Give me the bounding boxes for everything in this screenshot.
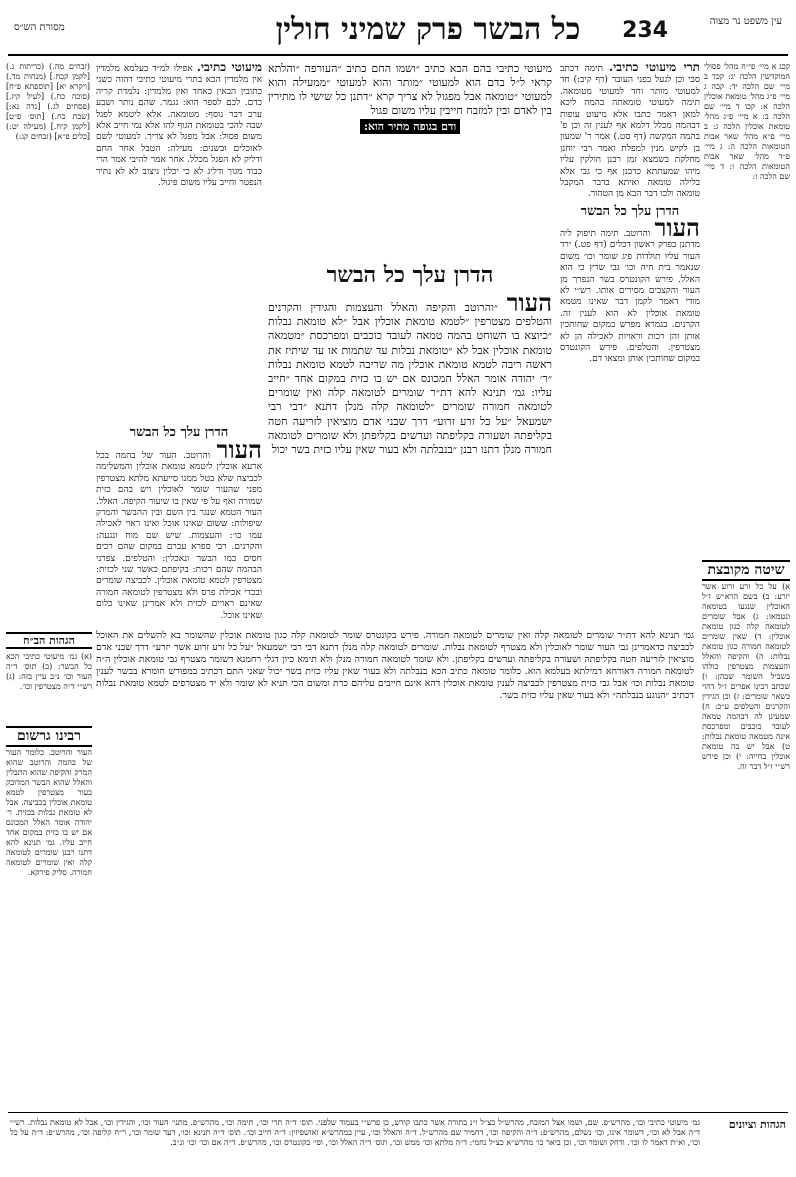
gemara-top-text: מיעוטי כתיבי בהם הכא כתיב ״ושמו החם כתיב ״העורפה ״והלתא קראי ל״ל בדם הוא למעוטי ״מותר והוא למעוטי ״ממעילה והוא למעוטי ״טומאה אבל מפגול לא צריך קרא ״דתנן כל שישי לו מתירין בין לאדם ובין למזבח חייבין עליו משום פגול xyxy=(268,62,552,117)
mishnah-lead: העור xyxy=(506,296,552,317)
mesorat-margin xyxy=(6,62,90,622)
rabbeinu-text: העור והרוטב. כלומר העור של בהמה והרוטב שהוא המרק והקיפה שהוא התבלין והאלל שהוא הבשר המדובק בעור מצטרפין לטמא טומאת אוכלין בכביצה. אבל לא טומאת נבלות בכזית. ר׳ יהודה אומר האלל המכונס אם יש בו כזית במקום אחד חייב עליו. גמ׳ תנינא להא דתנו רבנן שומרים לטומאה קלה ואין שומרים לטומאה חמורה. סליק פירקא. xyxy=(6,748,92,877)
page-number: 234 xyxy=(622,18,668,43)
shita-title: שיטה מקובצת xyxy=(702,560,790,581)
rabbeinu-title: רבינו גרשום xyxy=(6,726,92,747)
hadran-tosafot: הדרן עלך כל הבשר xyxy=(580,204,680,219)
rashi-top-column xyxy=(96,62,262,422)
page-title: כל הבשר פרק שמיני חולין xyxy=(275,12,581,47)
tosafot-main-text: והרוטב. תימה תיפוק ליה מדתנן בפרק ראשון דכלים (דף פט.) ירד העור עליו תולדות פיג שומר וכו׳ משום שנאמר בית חיה וכו׳ גבי שרץ כי הוא האלל. פירש הקונטרס בשר הנפרך מן העור והקצבים מסירים אותו. רש״י לא מודי דאמר לקמן דבר שאינו מטמא טומאת אוכלין לא הוא לענין זה. הקרנים. בגמרא מפרש במקום שחותכין אותן והן רכות וראויות לאכילה הן לא מצטרפין. והטלפים. פירש הקונטרס במקום שחותכין אותן ומצאו דם. xyxy=(560,229,700,365)
footer-notes xyxy=(10,1118,700,1172)
gemara-main-text: גמ׳ תנינא להא דת״ר שומרים לטומאה קלה ואין שומרים לטומאה חמורה. פירש בקונטרס שומר לטומאה קלה כגון טומאת אוכלין שהשומר בא להשלים את האוכל לכביצה כדאמרינן גבי העור שומר לאוכלין ולא מצטרף לטומאת נבלות. שומרים לטומאה קלה מנלן דתנא דבי רבי ישמעאל ״על כל זרע זרוע אשר יזרע״ דרך שבני אדם מוציאין לזריעה חטה בקליפתה ושעורה בקליפתה ועדשים בקליפתן. ולא שומר לטומאה חמורה מנלן ולא תימא כיון דגלי רחמנא דשומר מצטרף גבי טומאת אוכלין ה״ה לטומאה חמורה דאורחא דמילתא בעלמא הוא. כלומר טומאה כתיב הכא בנבלתה ולא בעור שאין עליו כזית בשר יכול שאני התם דכתיב במפורש חומרא בבשר לענין טומאת נבלות וכו׳ אבל גבי כזית מצטרפין לכביצה לענין טומאת אוכלין דהא אינם חייבים עליהם כרת ומשום הכי תניא לא שומר ולא יד מצטרפים לטמא טומאת נבלות דכתיב ״הנוגע בנבלתה״ ולא בעור שאין עליו כזית בשר. xyxy=(96,630,694,701)
mesorat-heading: מסורת הש״ס xyxy=(14,22,65,33)
gemara-top-column xyxy=(268,62,552,252)
rashi-main-lead: העור xyxy=(216,444,262,464)
hagahot-text: (א) גמ׳ מיעוטי כתיבי הכא כל הבשר: (ב) תוס׳ ד״ה העור וכו׳ נ״ב עיין בזה: (ג) רש״י ד״ה מצטרפין וכו׳. xyxy=(6,652,92,691)
ein-mishpat-margin xyxy=(704,62,790,502)
mesorat-text: (זבחים מה.) (כריתות ג.) [לקמן קכח.] (מנחות מד.) [ויקרא יא] [תוספתא פ״ח] (סוכה כח.) [לעיל קיז.] (פסחים לג.) [נדה נא:] (שבת כח.) [תוס׳ פ״ט] [לקמן קיח.] (מעילה יט:) [כלים פ״א] (זבחים קג:) xyxy=(6,62,90,141)
rashi-main-column xyxy=(96,444,262,622)
tosafot-main-lead: העור xyxy=(654,222,700,242)
hadran-main: הדרן עלך כל הבשר xyxy=(326,262,494,288)
header-rule xyxy=(8,54,788,56)
tosafot-top-lead: תרי מיעוטי כתיבי. xyxy=(608,62,700,74)
tosafot-top-text: תימה דכתב סבי וכן לגעל בפני העובר (דף קיב:) חד למעוטי מותר וחד למעוטי מטומאה. תימה למעוטי טומאתה בהמה ליכא למאן דאמר כתבו אלא מיעוט עופות דבהמה מכלל דלמא אף לענין זה וכן פ' בהמה המקשה (דף סט.) אמר ר' שמעון בן לקיש מנין למפלת ואמר רבי יוחנן מחלקת בשמצא זמן רבנן חולקין עליו מיהו שמעתתא כרבנן אף כי גבי אלא בלילה טומאה ואיתא בדבר המקבל טומאה ולכו דבר הבא מן הטהור. xyxy=(560,64,700,200)
hagahot-title: הגהות הב״ח xyxy=(6,632,92,649)
mishnah-column xyxy=(268,296,552,616)
mishnah-text: ״והרוטב והקיפה והאלל והעצמות והגידין והקרנים והטלפים מצטרפין ״לטמא טומאת אוכלין אבל ״לא טומאת נבלות ״כיוצא בו השוחט בהמה טמאה לעובד כוכבים ומפרכסת ״מטמאה טומאת אוכלין אבל לא ״טומאת נבלות עד שתמות או עד שיתיז את ראשה ריבה לטמא טומאת אוכלין מה שריבה לטמא טומאת נבלות ״ר׳ יהודה אומר האלל המכונס אם יש בו כזית במקום אחד ״חייב עליו: גמ׳ תנינא להא דת״ר שומרים לטומאה קלה ואין שומרים לטומאה חמורה שומרים ״לטומאה קלה מנלן דתנא ״דבי רבי ישמעאל ״על כל זרע זרוע״ דרך שבני אדם מוציאין לזריעה חטה בקליפתה ושעורה בקליפתה ועדשים בקליפתן ולא שומרים לטומאה חמורה מנלן דתנו רבנן ״בנבלתה ולא בעור שאין עליו כזית בשר יכול xyxy=(268,301,552,457)
shita-column xyxy=(702,582,790,1022)
footer-rule xyxy=(8,1112,788,1113)
gemara-main-column xyxy=(96,630,694,1108)
page-header xyxy=(8,12,788,52)
ein-mishpat-text: קכג א מיי׳ פי״ח מהל׳ פסולי המוקדשין הלכה יג: קכד ב מיי׳ שם הלכה יד: קכה ג מיי׳ פ״ג מהל׳ טומאת אוכלין הלכה א: קכו ד מיי׳ שם הלכה ב: א מיי׳ פ״ג מהל׳ טומאת אוכלין הלכה ג: ב מיי׳ פ״א מהל׳ שאר אבות הטומאות הלכה ה: ג מיי׳ פ״ד מהל׳ שאר אבות הטומאות הלכה ו: ד מיי׳ שם הלכה ז: xyxy=(704,62,790,181)
rabbeinu-column xyxy=(6,748,92,1108)
hagahot-column xyxy=(6,652,92,722)
footer-label: הגהות וציונים xyxy=(728,1118,786,1131)
tosafot-main-column xyxy=(560,222,700,662)
ein-mishpat-heading: עין משפט נר מצוה xyxy=(709,16,782,27)
hadran-rashi: הדרן עלך כל הבשר xyxy=(129,425,229,440)
shita-text: א) על כל זרע זרוע אשר יזרע: ב) בשם הרא״ש ז״ל האוכלין שנגעו בטומאה ונטמאו: ג) אבל שומרים לטומאה קלה כגון טומאת אוכלין: ד) שאין שומרים לטומאה חמורה כגון טומאת נבלות: ה) והקיפה והאלל והעצמות מצטרפין כולהו בשביל השומר שבהן: ו) שכתב רבינו אפרים ז״ל דהוי כשאר שומרים: ז) וכן הגידין והקרנים והטלפים ע״כ: ח) שמעינן לה דבהמה טמאה לעובד כוכבים ומפרכסת אינה מטמאה טומאת נבלות: ט) אבל יש בה טומאת אוכלין בחייה: י) וכן פירש רש״י ז״ל דבר זה. xyxy=(702,582,790,771)
tosafot-top-column xyxy=(560,62,700,202)
mishnah-top-label: ודם בגופה מתיר הוא: xyxy=(360,119,460,134)
rashi-top-lead: מיעוטי כתיבי. xyxy=(196,62,262,74)
rashi-main-text: והרוטב. העור של בהמה בכל ארעא אוכלין ליטמא טומאת אוכלין והמשלימה לכביצה שלא בטל ממנו סייעתא מלתא מצטרפין מפני שהעור שומר לאוכלין ויש בהם כזית שמורה ואף על פי שאין בו שיעור הקיפה. האלל. העור הטמא שנגר בין השם ובין ההבשר והמרק שיפולות: ששום שאינו אוכל ואינו ראוי לאכילה עמו כו׳: והעצמות. שיש שם מוח ונגעה: והקרנים. רבי ספרא עברם במקום שהם רכים חסים כמו הבשר ונאכלין: והטלפים. צפרני הבהמה שהם רכות: בקיפתם כאשר שני לכזית: מצטרפין לטמא טומאת אוכלין. לכביצה שומרים ובכדי אכילת פרס ולא מצטרפין לטומאה חמורה שאינם ראויים לכזית ולא אמרינן שאינו כלום שאינו אוכל. xyxy=(96,451,262,621)
footer-text: גמ׳ מיעוטי כתיבי וכו׳, מהרש״פ. שם, ושמו אצל המזבח, מהרש״ל כצ״ל ו״נ בתורה אשר כתבו קודש, כן פרש״י בעמוד שלפני. תוס׳ ד״ה תרי וכו׳, תימה וכו׳, מהרש״פ. מתני׳ העור וכו׳, והגידין וכו׳, אבל לא טומאת נבלות. רש״י ד״ה אבל לא וכו׳, דשומר אינו, וכו׳ נשלם, מהרש״פ: ד״ה והקיפה וכו׳, דחמיר שם מהרש״ל. ד״ה והאלל וכו׳, עיין במהרש״א ואושפיזין: ד״ה חייב וכו׳. תוס׳ ד״ה תנינא וכו׳, דעד שומר וכו׳, ר״ח קליפה וכו׳, מהרש״פ: ד״ה על כל וכו׳, וא״ת דאמר לו וכו׳. ודחק ושומר וכו׳, וכן ביאר כו׳ מהרש״א כצ״ל נחמי: ד״ה מלתא וכו׳ ממש וכו׳, תוס׳ ד״ה האלל וכו׳, ופי׳ בקונטרס וכו׳, מהרש״פ. ד״ה אם וכו׳ וכו׳ ונ״ב. xyxy=(10,1118,700,1147)
rashi-top-text: אפילו למ״ד בעלמא מלמדין אין מלמדין הכא בתרי מיעוטי כתיבי דהוה כשני כתובין הבאין כאחד ואין מלמדין: נלמדת קריה כדם. לכם לספר הוא: נגמר. שהם נותר ושבע ערב דבר נוסף: מטומאה. אלא ליטמא לפגל שבה להכי בטומאת הגוף להו אלא נמי חייב אלא משום פסול: אבל מפגל לא צריך. למעוטי לשם לאוכלים ובשנים: מעילה: הטבל אחר החם ודליק לא הפגל מכלל. אחר אמר להיבי אמר הרי כבוד מגוך ודליג לא כי יכלין ניצוב לא לא נתיר הנפטר וחייב עליו משום פיגול. xyxy=(96,64,262,189)
